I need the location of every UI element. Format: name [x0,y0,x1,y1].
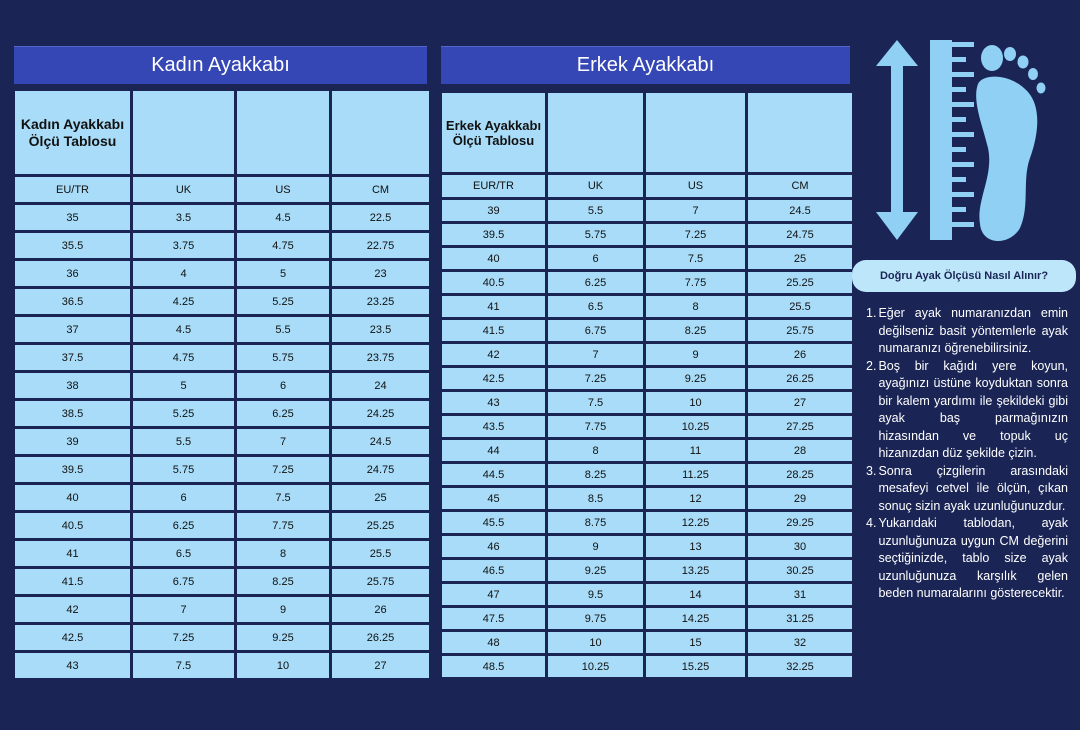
table-row [441,607,854,631]
table-row [441,655,854,679]
women-cell-cm: 24.5 [331,428,431,456]
women-col-cm: CM [331,176,431,204]
men-cell-uk: 6.25 [547,271,645,295]
women-cell-uk: 5.5 [132,428,236,456]
men-cell-uk: 9 [547,535,645,559]
women-cell-eu: 36.5 [14,288,132,316]
men-header-blank [645,92,747,174]
step-number: 3. [866,463,877,478]
women-cell-us: 7 [236,428,331,456]
table-row [441,223,854,247]
men-cell-cm: 24.75 [747,223,854,247]
women-cell-us: 9 [236,596,331,624]
men-cell-cm: 28 [747,439,854,463]
women-cell-cm: 24.75 [331,456,431,484]
men-cell-us: 7 [645,199,747,223]
table-row [441,295,854,319]
men-cell-cm: 25.75 [747,319,854,343]
women-cell-us: 7.5 [236,484,331,512]
howto-step [866,515,1068,603]
women-cell-eu: 40 [14,484,132,512]
women-cell-cm: 24.25 [331,400,431,428]
men-cell-uk: 7 [547,343,645,367]
women-table-title: Kadın Ayakkabı Ölçü Tablosu [14,90,132,176]
women-cell-eu: 35 [14,204,132,232]
women-cell-us: 5.25 [236,288,331,316]
men-cell-cm: 30 [747,535,854,559]
women-cell-eu: 39 [14,428,132,456]
women-cell-uk: 7 [132,596,236,624]
women-cell-uk: 6.5 [132,540,236,568]
women-col-uk: UK [132,176,236,204]
men-cell-eu: 47.5 [441,607,547,631]
table-row [14,204,431,232]
men-header-blank [547,92,645,174]
step-number: 1. [866,306,877,320]
men-col-uk: UK [547,174,645,199]
women-cell-cm: 25 [331,484,431,512]
women-cell-us: 5.75 [236,344,331,372]
men-cell-eu: 42 [441,343,547,367]
men-cell-uk: 7.25 [547,367,645,391]
men-cell-eu: 48 [441,631,547,655]
men-cell-us: 11.25 [645,463,747,487]
howto-step [866,358,1068,463]
table-row [441,631,854,655]
women-cell-uk: 3.75 [132,232,236,260]
women-cell-eu: 42 [14,596,132,624]
table-row [441,439,854,463]
women-cell-cm: 23 [331,260,431,288]
men-cell-uk: 8.25 [547,463,645,487]
men-cell-cm: 25 [747,247,854,271]
men-cell-us: 12 [645,487,747,511]
men-cell-us: 15 [645,631,747,655]
men-cell-uk: 6 [547,247,645,271]
men-cell-us: 9 [645,343,747,367]
men-cell-us: 8 [645,295,747,319]
table-row [441,463,854,487]
table-row [14,372,431,400]
women-cell-cm: 23.5 [331,316,431,344]
men-cell-us: 10.25 [645,415,747,439]
men-col-eur: EUR/TR [441,174,547,199]
women-cell-us: 6 [236,372,331,400]
men-cell-cm: 24.5 [747,199,854,223]
men-cell-uk: 7.5 [547,391,645,415]
table-row [14,344,431,372]
step-text: Boş bir kağıdı yere koyun, ayağınızı üstüne koyduktan sonra bir kalem yardımı ile şekildeki gibi ayak baş parmağınızın hizasından ve topuk uç hizanızdan düz şekilde çizin. [878,358,1068,460]
men-cell-us: 13.25 [645,559,747,583]
men-cell-eu: 42.5 [441,367,547,391]
women-cell-eu: 37 [14,316,132,344]
men-cell-cm: 26.25 [747,367,854,391]
men-cell-eu: 44.5 [441,463,547,487]
table-row [14,316,431,344]
step-number: 4. [866,516,877,530]
women-cell-us: 6.25 [236,400,331,428]
men-cell-uk: 7.75 [547,415,645,439]
men-cell-cm: 31 [747,583,854,607]
women-col-eu: EU/TR [14,176,132,204]
women-column-headers [14,176,431,204]
women-cell-us: 7.25 [236,456,331,484]
women-cell-cm: 26 [331,596,431,624]
women-cell-uk: 6 [132,484,236,512]
table-row [441,247,854,271]
men-cell-eu: 40 [441,247,547,271]
table-row [441,487,854,511]
women-cell-cm: 22.75 [331,232,431,260]
table-row [441,391,854,415]
men-cell-us: 10 [645,391,747,415]
men-cell-us: 11 [645,439,747,463]
men-cell-uk: 9.5 [547,583,645,607]
women-cell-eu: 42.5 [14,624,132,652]
women-cell-cm: 26.25 [331,624,431,652]
women-cell-uk: 3.5 [132,204,236,232]
women-cell-us: 9.25 [236,624,331,652]
men-cell-us: 7.25 [645,223,747,247]
women-cell-uk: 6.75 [132,568,236,596]
men-cell-eu: 43.5 [441,415,547,439]
women-cell-uk: 7.5 [132,652,236,680]
table-row [441,367,854,391]
men-cell-uk: 5.75 [547,223,645,247]
men-cell-uk: 8.5 [547,487,645,511]
men-cell-us: 8.25 [645,319,747,343]
women-cell-cm: 25.75 [331,568,431,596]
men-cell-us: 14 [645,583,747,607]
howto-title: Doğru Ayak Ölçüsü Nasıl Alınır? [852,260,1076,292]
women-cell-eu: 38 [14,372,132,400]
howto-steps [866,305,1068,603]
men-cell-us: 7.75 [645,271,747,295]
men-cell-eu: 47 [441,583,547,607]
men-cell-cm: 32 [747,631,854,655]
men-cell-uk: 6.5 [547,295,645,319]
women-cell-cm: 23.75 [331,344,431,372]
men-cell-eu: 41.5 [441,319,547,343]
step-text: Eğer ayak numaranızdan emin değilseniz basit yöntemlerle ayak numaranızı öğrenebilirsiniz. [878,306,1068,355]
table-row [441,583,854,607]
men-cell-us: 15.25 [645,655,747,679]
table-row [441,343,854,367]
men-cell-cm: 29.25 [747,511,854,535]
women-col-us: US [236,176,331,204]
men-cell-us: 7.5 [645,247,747,271]
women-cell-eu: 41.5 [14,568,132,596]
women-size-table [12,88,432,681]
table-row [14,484,431,512]
women-section-title: Kadın Ayakkabı [14,46,427,84]
women-cell-uk: 4.25 [132,288,236,316]
men-cell-uk: 9.75 [547,607,645,631]
women-cell-uk: 5 [132,372,236,400]
men-header-blank [747,92,854,174]
men-cell-cm: 27.25 [747,415,854,439]
men-col-cm: CM [747,174,854,199]
women-cell-uk: 5.75 [132,456,236,484]
table-row [441,319,854,343]
men-cell-cm: 29 [747,487,854,511]
women-cell-uk: 4 [132,260,236,288]
women-cell-eu: 36 [14,260,132,288]
women-cell-cm: 24 [331,372,431,400]
men-cell-cm: 25.5 [747,295,854,319]
table-row [441,415,854,439]
table-row [14,400,431,428]
women-cell-us: 4.5 [236,204,331,232]
double-arrow-icon [876,40,918,240]
footprint-icon [976,45,1045,241]
women-cell-cm: 22.5 [331,204,431,232]
men-cell-eu: 44 [441,439,547,463]
women-cell-us: 10 [236,652,331,680]
men-cell-uk: 6.75 [547,319,645,343]
women-cell-cm: 25.5 [331,540,431,568]
women-cell-cm: 25.25 [331,512,431,540]
table-row [14,596,431,624]
women-cell-us: 8.25 [236,568,331,596]
men-cell-eu: 48.5 [441,655,547,679]
foot-measure-illustration [870,36,1060,246]
table-row [441,199,854,223]
women-cell-eu: 35.5 [14,232,132,260]
table-row [441,511,854,535]
table-row [14,260,431,288]
howto-step [866,463,1068,516]
table-row [14,652,431,680]
men-cell-eu: 39.5 [441,223,547,247]
men-table-title: Erkek Ayakkabı Ölçü Tablosu [441,92,547,174]
step-number: 2. [866,358,877,373]
table-row [14,512,431,540]
women-cell-uk: 4.5 [132,316,236,344]
men-column-headers [441,174,854,199]
men-cell-uk: 8.75 [547,511,645,535]
step-text: Yukarıdaki tablodan, ayak uzunluğunuza uygun CM değerini seçtiğinizde, tablo size ayak uzunluğunuza karşılık gelen beden numaralarını gösterecektir. [878,516,1068,600]
men-cell-cm: 25.25 [747,271,854,295]
men-cell-us: 12.25 [645,511,747,535]
table-row [14,540,431,568]
table-row [14,428,431,456]
women-cell-us: 5.5 [236,316,331,344]
men-cell-cm: 27 [747,391,854,415]
men-cell-cm: 26 [747,343,854,367]
men-cell-uk: 9.25 [547,559,645,583]
women-cell-eu: 39.5 [14,456,132,484]
men-cell-uk: 5.5 [547,199,645,223]
women-cell-us: 7.75 [236,512,331,540]
men-cell-eu: 46.5 [441,559,547,583]
men-cell-eu: 39 [441,199,547,223]
men-cell-cm: 32.25 [747,655,854,679]
women-header-blank [331,90,431,176]
women-cell-cm: 27 [331,652,431,680]
table-row [441,271,854,295]
men-cell-eu: 40.5 [441,271,547,295]
table-row [14,568,431,596]
men-cell-eu: 41 [441,295,547,319]
women-cell-eu: 41 [14,540,132,568]
women-cell-cm: 23.25 [331,288,431,316]
men-size-table [439,90,855,680]
table-row [14,624,431,652]
women-header-blank [132,90,236,176]
men-cell-eu: 46 [441,535,547,559]
men-col-us: US [645,174,747,199]
men-cell-eu: 43 [441,391,547,415]
men-cell-cm: 30.25 [747,559,854,583]
men-cell-eu: 45.5 [441,511,547,535]
women-cell-uk: 7.25 [132,624,236,652]
women-cell-uk: 4.75 [132,344,236,372]
table-row [14,288,431,316]
women-header-blank [236,90,331,176]
women-cell-eu: 40.5 [14,512,132,540]
men-cell-uk: 8 [547,439,645,463]
men-cell-us: 9.25 [645,367,747,391]
table-row [14,232,431,260]
men-section-title: Erkek Ayakkabı [441,46,850,84]
men-cell-uk: 10 [547,631,645,655]
men-cell-eu: 45 [441,487,547,511]
table-row [441,535,854,559]
men-cell-cm: 31.25 [747,607,854,631]
men-cell-cm: 28.25 [747,463,854,487]
table-row [14,456,431,484]
women-cell-us: 4.75 [236,232,331,260]
men-cell-us: 14.25 [645,607,747,631]
women-cell-eu: 38.5 [14,400,132,428]
women-cell-eu: 43 [14,652,132,680]
table-row [441,559,854,583]
women-cell-us: 8 [236,540,331,568]
ruler-icon [930,40,974,240]
women-cell-uk: 5.25 [132,400,236,428]
step-text: Sonra çizgilerin arasındaki mesafeyi cetvel ile ölçün, çıkan sonuç sizin ayak uzunluğunuzdur. [878,463,1068,513]
women-cell-uk: 6.25 [132,512,236,540]
women-cell-eu: 37.5 [14,344,132,372]
howto-step [866,305,1068,358]
men-cell-us: 13 [645,535,747,559]
men-cell-uk: 10.25 [547,655,645,679]
women-cell-us: 5 [236,260,331,288]
